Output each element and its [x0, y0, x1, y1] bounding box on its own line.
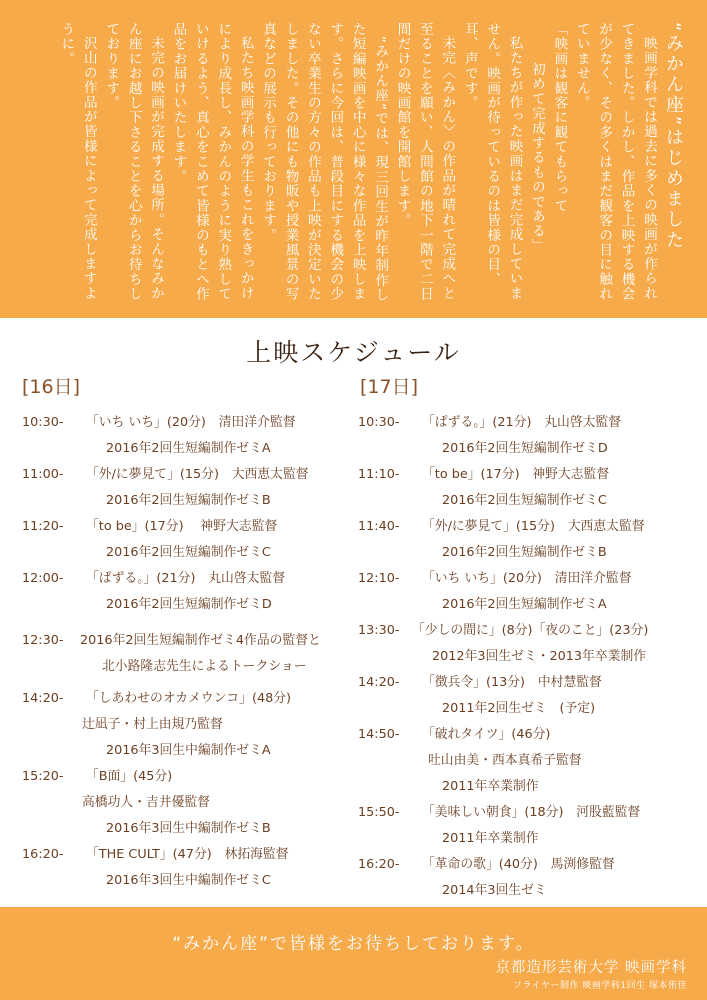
showtime: 16:20-	[358, 857, 400, 872]
schedule-line	[22, 436, 352, 462]
schedule-line	[22, 842, 352, 868]
showtime: 11:00-	[22, 467, 64, 482]
program-title: 「外/に夢見て」(15分) 大西恵太監督	[86, 467, 309, 482]
schedule-line	[358, 566, 693, 592]
program-directors: 辻凪子・村上由規乃監督	[82, 717, 223, 732]
showtime: 11:40-	[358, 519, 400, 534]
program-info: 2016年2回生短編制作ゼミC	[442, 493, 607, 508]
intro-paragraph: 未完の映画が完成する場所。そんなみかん座にお越し下さることを心からお待ちしております。	[103, 22, 165, 302]
program-title: 「THE CULT」(47分) 林拓海監督	[86, 847, 289, 862]
schedule-line	[358, 592, 693, 618]
footer-school: 京都造形芸術大学 映画学科	[495, 960, 687, 976]
schedule-line	[22, 410, 352, 436]
program-title: 2016年2回生短編制作ゼミ4作品の監督と	[80, 633, 321, 648]
day-17-header: [17日]	[360, 376, 419, 398]
program-directors: 高橋功人・吉井優監督	[82, 795, 210, 810]
schedule-line	[22, 790, 352, 816]
program-info: 2016年3回生中編制作ゼミB	[106, 821, 271, 836]
program-info: 2016年3回生中編制作ゼミA	[106, 743, 271, 758]
day-17-schedule	[358, 410, 693, 904]
program-info: 2016年2回生短編制作ゼミD	[106, 597, 272, 612]
schedule-line	[358, 540, 693, 566]
showtime: 10:30-	[358, 415, 400, 430]
schedule-line	[358, 826, 693, 852]
schedule-line	[358, 748, 693, 774]
program-info: 2011年2回生ゼミ (予定)	[442, 701, 596, 716]
program-info: 2016年2回生短編制作ゼミB	[106, 493, 271, 508]
showtime: 15:50-	[358, 805, 400, 820]
schedule-line	[22, 764, 352, 790]
schedule-entry	[22, 410, 352, 462]
schedule-entry	[22, 686, 352, 764]
schedule-entry	[358, 566, 693, 618]
showtime: 11:20-	[22, 519, 64, 534]
program-info: 2012年3回生ゼミ・2013年卒業制作	[432, 649, 647, 664]
schedule-entry	[358, 462, 693, 514]
program-title: 「徴兵令」(13分) 中村慧監督	[422, 675, 602, 690]
program-title: 「革命の歌」(40分) 馬渕修監督	[422, 857, 615, 872]
schedule-line	[358, 514, 693, 540]
program-title: 「外/に夢見て」(15分) 大西恵太監督	[422, 519, 645, 534]
showtime: 15:20-	[22, 769, 64, 784]
showtime: 12:30-	[22, 633, 64, 648]
intro-paragraph: 映画学科では過去に多くの映画が作られてきました。しかし、作品を上映する機会が少なく、その多くはまだ観客の目に触れていません。	[573, 22, 657, 302]
intro-paragraph: 私たち映画学科の学生もこれをきっかけにより成長し、みかんのように実り熟していけるよう、真心をこめて皆様のもとへ作品をお届けいたします。	[170, 22, 254, 302]
program-title: 「破れタイツ」(46分)	[422, 727, 551, 742]
schedule-line	[358, 644, 693, 670]
program-info: 2016年2回生短編制作ゼミA	[442, 597, 607, 612]
schedule-line	[22, 654, 352, 680]
schedule-line	[22, 738, 352, 764]
schedule-line	[358, 462, 693, 488]
intro-heading: “みかん座”はじめました	[663, 22, 684, 251]
schedule-entry	[358, 670, 693, 722]
program-info: 2016年2回生短編制作ゼミB	[442, 545, 607, 560]
footer-message: “みかん座”で皆様をお待ちしております。	[172, 934, 535, 954]
footer-credit: フライヤー制作 映画学科1回生 塚本侑佳	[512, 981, 687, 991]
schedule-entry	[358, 800, 693, 852]
program-info: 2016年2回生短編制作ゼミD	[442, 441, 608, 456]
schedule-title: 上映スケジュール	[246, 338, 461, 367]
day-16-schedule	[22, 410, 352, 894]
program-title: 「少しの間に」(8分)「夜のこと」(23分)	[412, 623, 649, 638]
program-title: 「しあわせのオカメウンコ」(48分)	[86, 691, 292, 706]
program-info: 2011年卒業制作	[442, 831, 539, 846]
schedule-entry	[22, 842, 352, 894]
schedule-line	[358, 800, 693, 826]
showtime: 12:10-	[358, 571, 400, 586]
program-title: 「いち いち」(20分) 清田洋介監督	[422, 571, 632, 586]
program-title: 「B面」(45分)	[86, 769, 173, 784]
showtime: 12:00-	[22, 571, 64, 586]
schedule-line	[22, 540, 352, 566]
showtime: 14:20-	[22, 691, 64, 706]
schedule-line	[22, 514, 352, 540]
program-info: 2016年2回生短編制作ゼミA	[106, 441, 271, 456]
schedule-line	[22, 566, 352, 592]
program-info: 2014年3回生ゼミ	[442, 883, 547, 898]
program-title: 「to be」(17分) 神野大志監督	[86, 519, 278, 534]
schedule-line	[22, 816, 352, 842]
schedule-line	[358, 670, 693, 696]
schedule-line	[358, 618, 693, 644]
schedule-line	[22, 488, 352, 514]
program-title: 「ぱずる。」(21分) 丸山啓太監督	[86, 571, 286, 586]
showtime: 14:20-	[358, 675, 400, 690]
program-title: 「to be」(17分) 神野大志監督	[422, 467, 610, 482]
showtime: 14:50-	[358, 727, 400, 742]
program-info: 2011年卒業制作	[442, 779, 539, 794]
schedule-line	[22, 712, 352, 738]
intro-text	[11, 22, 687, 314]
schedule-entry	[22, 462, 352, 514]
intro-paragraph: “みかん座”では、現三回生が昨年制作した短編映画を中心に様々な作品を上映します。さらに今回は、普段目にする機会の少ない卒業生の方々の作品も上映が決定いたしました。その他にも物販や授業風景の写真などの展示も行っております。	[260, 22, 389, 302]
schedule-line	[358, 722, 693, 748]
program-title: 「いち いち」(20分) 清田洋介監督	[86, 415, 296, 430]
program-title: 「ぱずる。」(21分) 丸山啓太監督	[422, 415, 622, 430]
showtime: 10:30-	[22, 415, 64, 430]
schedule-entry	[358, 722, 693, 800]
schedule-entry	[358, 852, 693, 904]
schedule-line	[22, 686, 352, 712]
schedule-line	[358, 852, 693, 878]
schedule-line	[358, 774, 693, 800]
schedule-line	[22, 592, 352, 618]
schedule-line	[22, 462, 352, 488]
showtime: 13:30-	[358, 623, 400, 638]
schedule-entry	[22, 514, 352, 566]
schedule-entry	[358, 514, 693, 566]
intro-paragraph: 未完〈みかん〉の作品が晴れて完成へと至ることを願い、人間館の地下一階で二日間だけの映画館を開館します。	[394, 22, 456, 302]
schedule-line	[358, 436, 693, 462]
schedule-line	[22, 628, 352, 654]
program-title: 「美味しい朝食」(18分) 河股藍監督	[422, 805, 641, 820]
schedule-entry	[22, 628, 352, 680]
showtime: 11:10-	[358, 467, 400, 482]
program-info: 2016年3回生中編制作ゼミC	[106, 873, 271, 888]
intro-quote: 「映画は観客に観てもらって	[551, 22, 568, 214]
program-directors: 北小路隆志先生によるトークショー	[102, 659, 307, 674]
schedule-entry	[22, 764, 352, 842]
schedule-line	[358, 696, 693, 722]
program-directors: 吐山由美・西本真希子監督	[428, 753, 582, 768]
schedule-line	[22, 868, 352, 894]
schedule-entry	[358, 618, 693, 670]
schedule-entry	[22, 566, 352, 618]
program-info: 2016年2回生短編制作ゼミC	[106, 545, 271, 560]
day-16-header: [16日]	[22, 376, 81, 398]
intro-paragraph: 沢山の作品が皆様によって完成しますように。	[58, 22, 97, 301]
schedule-line	[358, 410, 693, 436]
schedule-entry	[358, 410, 693, 462]
showtime: 16:20-	[22, 847, 64, 862]
schedule-line	[358, 878, 693, 904]
schedule-line	[358, 488, 693, 514]
intro-paragraph: 私たちが作った映画はまだ完成していません。映画が待っているのは皆様の目、耳、声です。	[461, 22, 523, 301]
intro-quote: 初めて完成するものである」	[528, 62, 545, 254]
